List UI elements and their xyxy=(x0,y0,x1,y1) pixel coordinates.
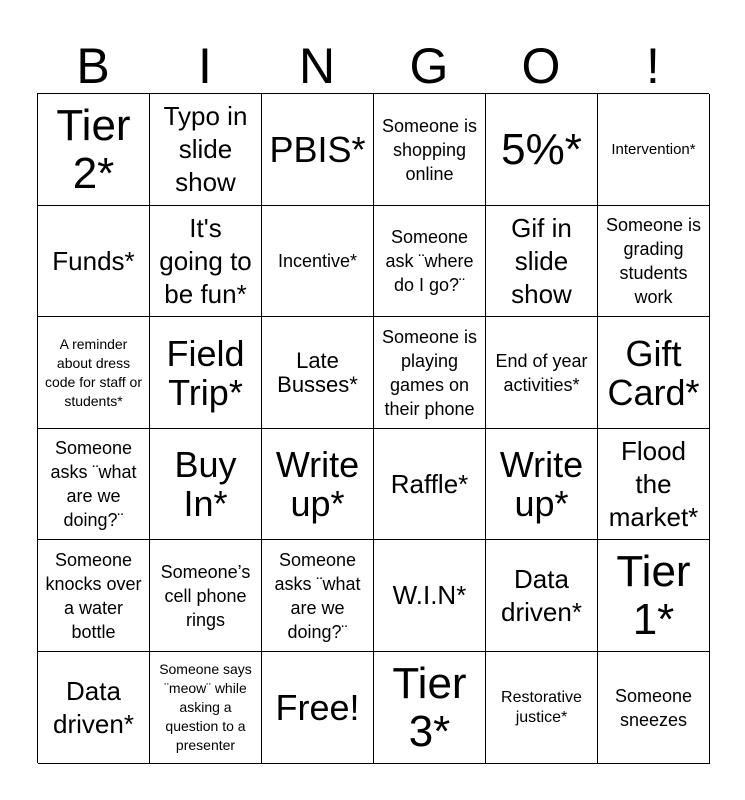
bingo-cell-r2-c5[interactable]: Gift Card* xyxy=(598,317,710,429)
bingo-cell-r0-c5[interactable]: Intervention* xyxy=(598,94,710,206)
header-letter-exclamation: ! xyxy=(646,38,660,94)
header-letter-b: B xyxy=(76,38,110,94)
header-letter-i: I xyxy=(198,38,212,94)
header-letter-g: G xyxy=(409,38,449,94)
bingo-cell-r2-c1[interactable]: Field Trip* xyxy=(150,317,262,429)
bingo-cell-r3-c0[interactable]: Someone asks ¨what are we doing?¨ xyxy=(38,429,150,540)
bingo-cell-r3-c5[interactable]: Flood the market* xyxy=(598,429,710,540)
header-letter-n: N xyxy=(298,38,336,94)
bingo-cell-r3-c4[interactable]: Write up* xyxy=(486,429,598,540)
bingo-cell-r2-c0[interactable]: A reminder about dress code for staff or students* xyxy=(38,317,150,429)
bingo-cell-r5-c5[interactable]: Someone sneezes xyxy=(598,652,710,764)
bingo-cell-r4-c5[interactable]: Tier 1* xyxy=(598,540,710,652)
bingo-cell-r0-c1[interactable]: Typo in slide show xyxy=(150,94,262,206)
header-letter-o: O xyxy=(521,38,561,94)
bingo-cell-r1-c1[interactable]: It's going to be fun* xyxy=(150,206,262,317)
bingo-cell-r3-c1[interactable]: Buy In* xyxy=(150,429,262,540)
bingo-cell-r1-c0[interactable]: Funds* xyxy=(38,206,150,317)
bingo-cell-r1-c3[interactable]: Someone ask ¨where do I go?¨ xyxy=(374,206,486,317)
bingo-cell-r0-c3[interactable]: Someone is shopping online xyxy=(374,94,486,206)
bingo-cell-r1-c4[interactable]: Gif in slide show xyxy=(486,206,598,317)
bingo-cell-r5-c2[interactable]: Free! xyxy=(262,652,374,764)
bingo-cell-r5-c1[interactable]: Someone says ¨meow¨ while asking a question to a presenter xyxy=(150,652,262,764)
bingo-cell-r4-c1[interactable]: Someone’s cell phone rings xyxy=(150,540,262,652)
bingo-cell-r3-c3[interactable]: Raffle* xyxy=(374,429,486,540)
bingo-cell-r4-c4[interactable]: Data driven* xyxy=(486,540,598,652)
bingo-cell-r5-c4[interactable]: Restorative justice* xyxy=(486,652,598,764)
bingo-grid xyxy=(37,93,709,763)
bingo-cell-r0-c4[interactable]: 5%* xyxy=(486,94,598,206)
bingo-header xyxy=(37,38,709,94)
bingo-cell-r2-c2[interactable]: Late Busses* xyxy=(262,317,374,429)
bingo-cell-r5-c3[interactable]: Tier 3* xyxy=(374,652,486,764)
bingo-cell-r1-c2[interactable]: Incentive* xyxy=(262,206,374,317)
bingo-cell-r5-c0[interactable]: Data driven* xyxy=(38,652,150,764)
bingo-cell-r0-c2[interactable]: PBIS* xyxy=(262,94,374,206)
bingo-cell-r3-c2[interactable]: Write up* xyxy=(262,429,374,540)
bingo-cell-r4-c3[interactable]: W.I.N* xyxy=(374,540,486,652)
bingo-cell-r2-c4[interactable]: End of year activities* xyxy=(486,317,598,429)
bingo-cell-r4-c2[interactable]: Someone asks ¨what are we doing?¨ xyxy=(262,540,374,652)
bingo-cell-r4-c0[interactable]: Someone knocks over a water bottle xyxy=(38,540,150,652)
bingo-cell-r2-c3[interactable]: Someone is playing games on their phone xyxy=(374,317,486,429)
bingo-cell-r0-c0[interactable]: Tier 2* xyxy=(38,94,150,206)
bingo-cell-r1-c5[interactable]: Someone is grading students work xyxy=(598,206,710,317)
